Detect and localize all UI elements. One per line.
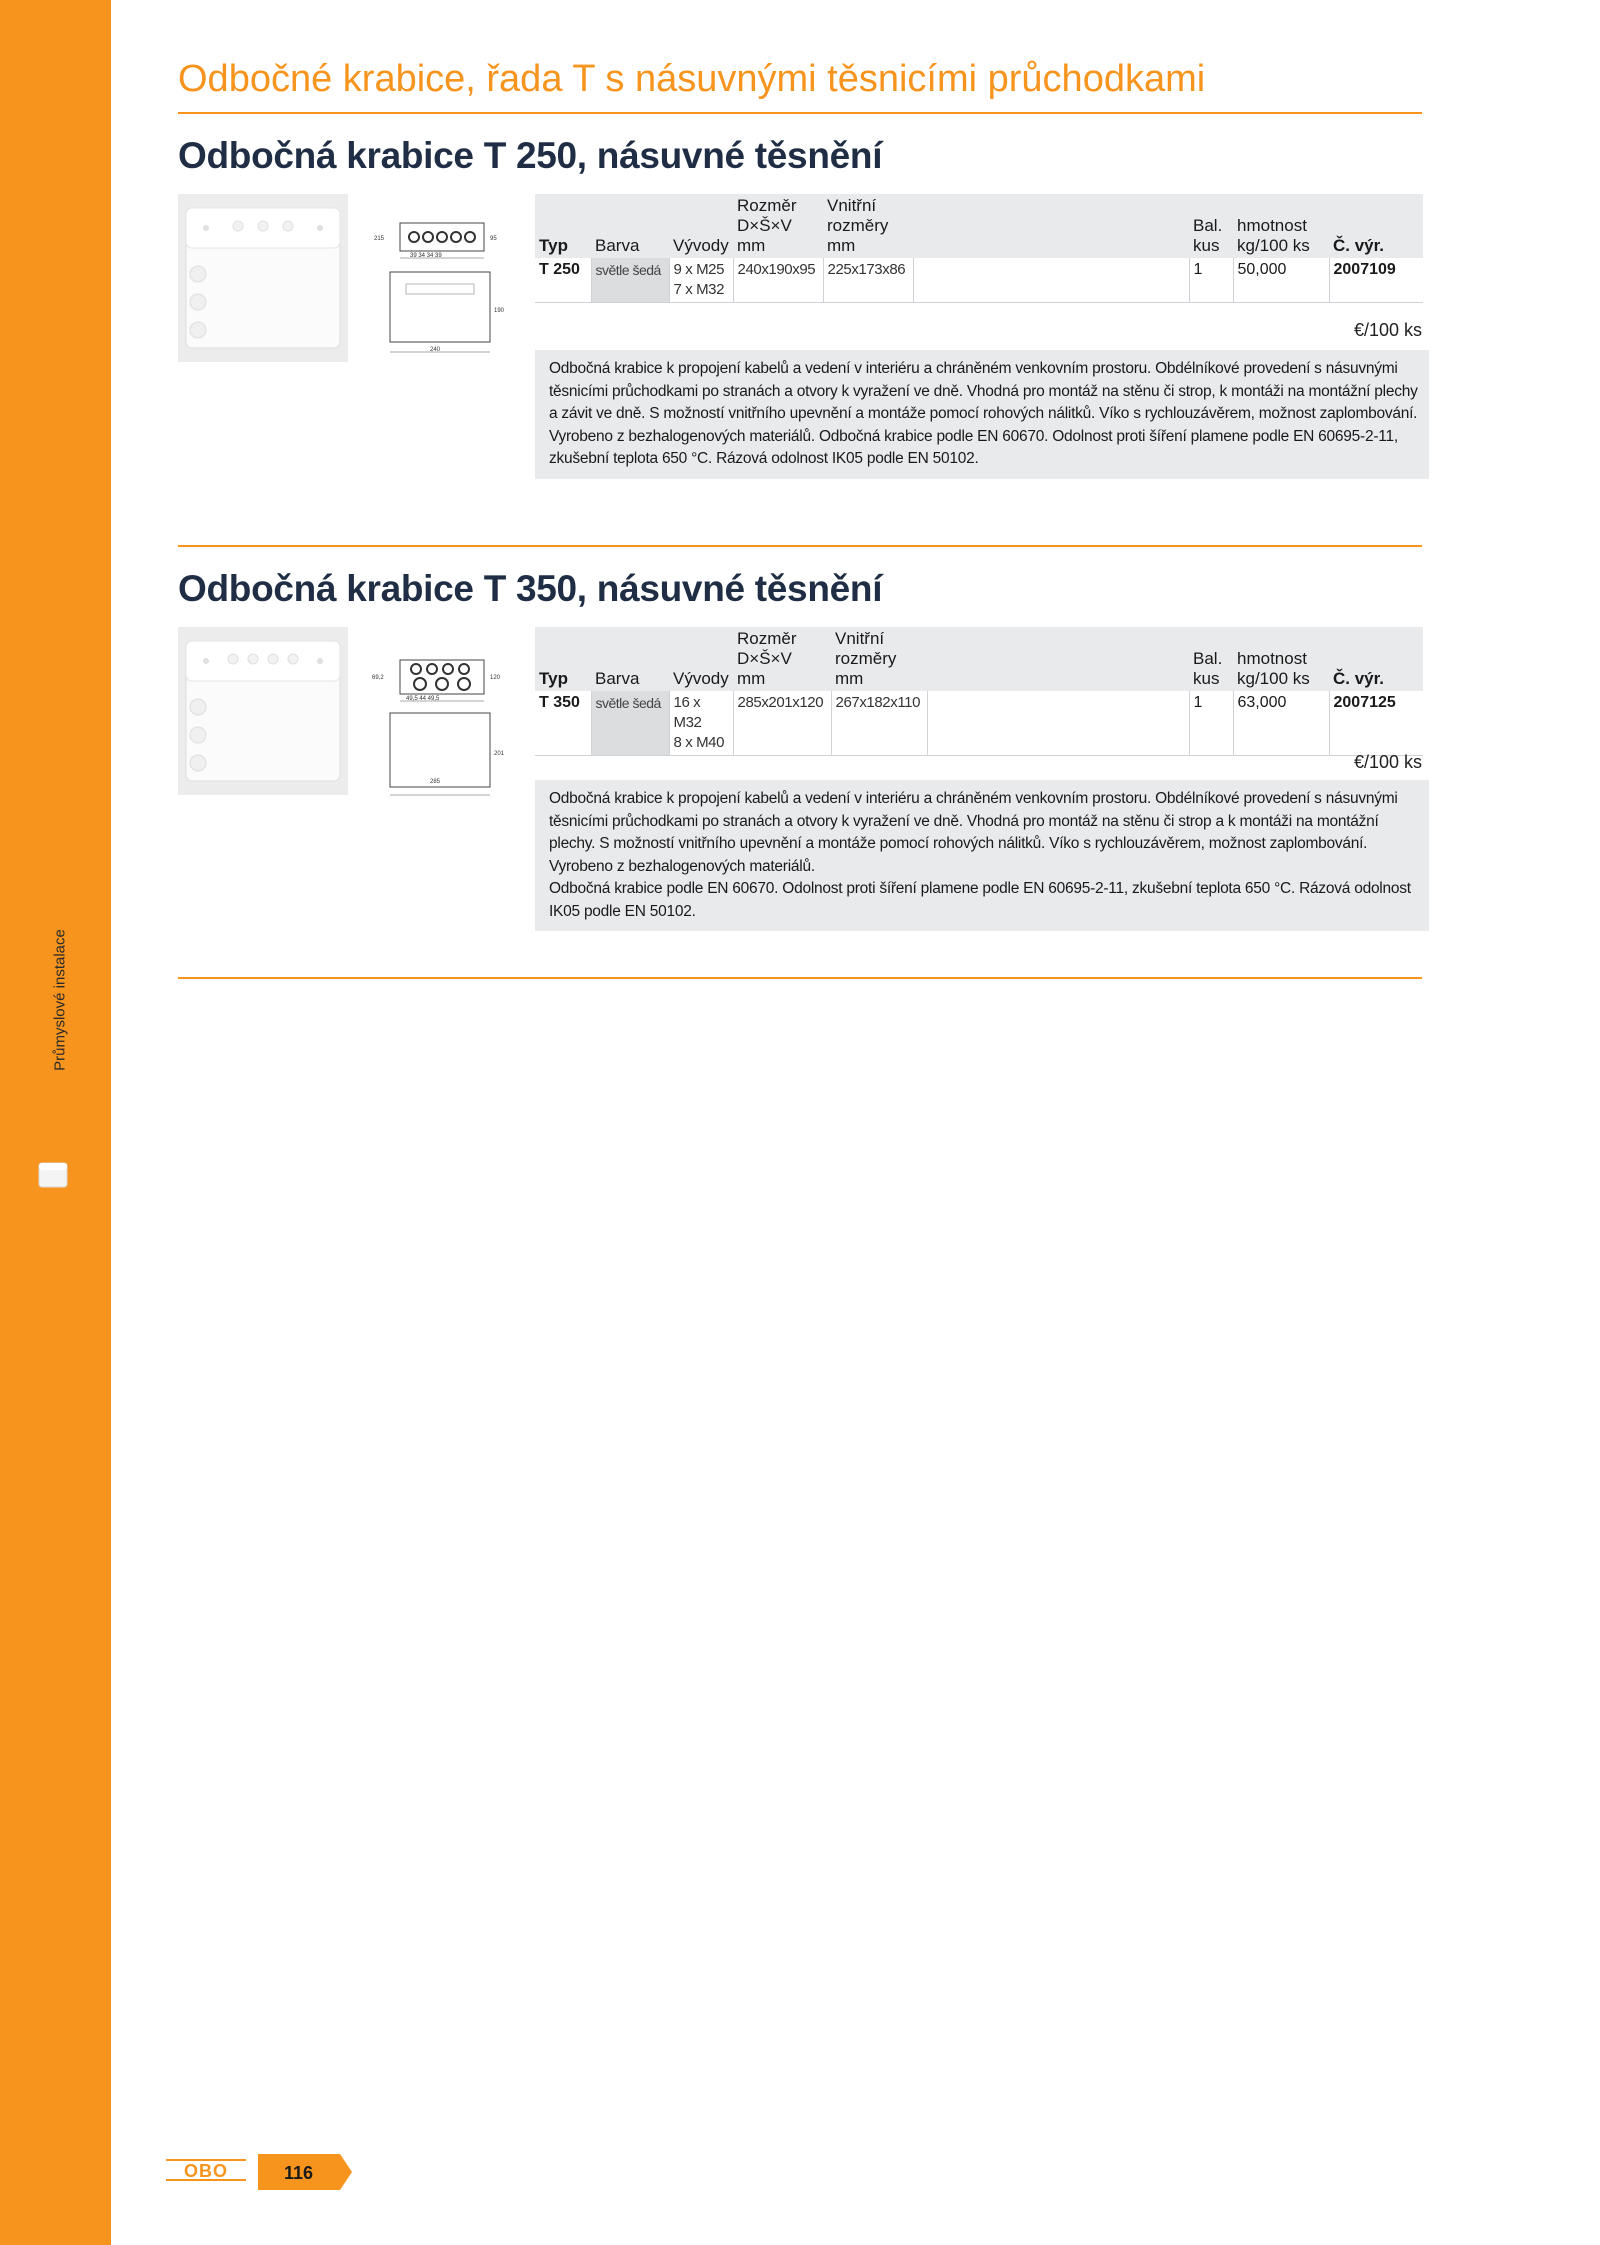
- product-photo: [178, 194, 348, 362]
- col-vnitrni: Vnitřní rozměry mm: [831, 627, 927, 691]
- table-row: [535, 691, 1423, 756]
- cell-vnitrni: 225x173x86: [823, 258, 913, 303]
- page-number: 116: [258, 2154, 352, 2190]
- dim-width-bottom: 285: [430, 779, 441, 785]
- sidebar: [0, 0, 111, 2245]
- cell-cislo: 2007109: [1329, 258, 1423, 303]
- col-cislo: Č. výr.: [1329, 194, 1423, 258]
- cell-typ: T 250: [535, 258, 591, 303]
- cell-bal: 1: [1189, 258, 1233, 303]
- technical-drawing: [370, 655, 510, 805]
- technical-drawing: [370, 218, 510, 368]
- cell-vnitrni: 267x182x110: [831, 691, 927, 756]
- col-rozmer: Rozměr D×Š×V mm: [733, 194, 823, 258]
- product-title: Odbočná krabice T 250, násuvné těsnění: [178, 135, 883, 176]
- dim-height-1: 69,2: [372, 675, 384, 681]
- dim-height-3: 201: [494, 751, 505, 757]
- col-rozmer: Rozměr D×Š×V mm: [733, 627, 831, 691]
- price-unit: €/100 ks: [1353, 752, 1422, 772]
- cell-vyvody: 9 x M25 7 x M32: [669, 258, 733, 303]
- product-photo: [178, 627, 348, 795]
- divider: [178, 977, 1422, 979]
- dim-height-1: 215: [374, 236, 385, 242]
- price-unit: €/100 ks: [1353, 320, 1422, 340]
- page-title: Odbočné krabice, řada T s násuvnými těsnicími průchodkami: [178, 58, 1206, 100]
- obo-logo: [166, 2156, 246, 2184]
- dim-width-top: 39 34 34 39: [410, 253, 442, 259]
- product-description: Odbočná krabice k propojení kabelů a vedení v interiéru a chráněném venkovním prostoru. Obdélníkové provedení s násuvnými těsnicími průchodkami po stranách a otvory k vyražení ve dně. Vhodná pro montáž na stěnu či strop a k montáži na montážní plechy. S možností vnitřního upevnění a montáže pomocí rohových nálitků. Víko s rychlouzávěrem, možnost zaplombování. Vyrobeno z bezhalogenových materiálů. Odbočná krabice podle EN 60670. Odolnost proti šíření plamene podle EN 60695-2-11, zkušební teplota 650 °C. Rázová odolnost IK05 podle EN 50102.: [535, 780, 1429, 931]
- col-bal: Bal. kus: [1189, 194, 1233, 258]
- cell-barva: světle šedá: [591, 691, 669, 756]
- dim-height-3: 190: [494, 308, 505, 314]
- col-typ: Typ: [535, 627, 591, 691]
- dim-width-top: 49,5 44 49,5: [406, 696, 440, 702]
- dim-height-2: 95: [490, 236, 497, 242]
- dim-height-2: 120: [490, 675, 501, 681]
- col-hmotnost: hmotnost kg/100 ks: [1233, 627, 1329, 691]
- col-bal: Bal. kus: [1189, 627, 1233, 691]
- col-cislo: Č. výr.: [1329, 627, 1423, 691]
- col-typ: Typ: [535, 194, 591, 258]
- divider: [178, 545, 1422, 547]
- cell-typ: T 350: [535, 691, 591, 756]
- col-hmotnost: hmotnost kg/100 ks: [1233, 194, 1329, 258]
- divider: [178, 112, 1422, 114]
- dim-width-bottom: 240: [430, 347, 441, 353]
- product-title: Odbočná krabice T 350, násuvné těsnění: [178, 568, 883, 609]
- col-vyvody: Vývody: [669, 194, 733, 258]
- cell-rozmer: 285x201x120: [733, 691, 831, 756]
- side-label: Průmyslové instalace: [51, 929, 69, 1071]
- cell-hmotnost: 50,000: [1233, 258, 1329, 303]
- table-header: [535, 194, 1423, 258]
- product-description: Odbočná krabice k propojení kabelů a vedení v interiéru a chráněném venkovním prostoru. Obdélníkové provedení s násuvnými těsnicími průchodkami po stranách a otvory k vyražení ve dně. Vhodná pro montáž na stěnu či strop, k montáži na montážní plechy a závit ve dně. S možností vnitřního upevnění a montáže pomocí rohových nálitků. Víko s rychlouzávěrem, možnost zaplombování. Vyrobeno z bezhalogenových materiálů. Odbočná krabice podle EN 60670. Odolnost proti šíření plamene podle EN 60695-2-11, zkušební teplota 650 °C. Rázová odolnost IK05 podle EN 50102.: [535, 350, 1429, 479]
- col-barva: Barva: [591, 194, 669, 258]
- table-row: [535, 258, 1423, 303]
- col-vyvody: Vývody: [669, 627, 733, 691]
- cell-cislo: 2007125: [1329, 691, 1423, 756]
- cell-hmotnost: 63,000: [1233, 691, 1329, 756]
- col-vnitrni: Vnitřní rozměry mm: [823, 194, 913, 258]
- junction-box-icon: [36, 1158, 70, 1192]
- table-header: [535, 627, 1423, 691]
- svg-text:OBO: OBO: [183, 2161, 229, 2181]
- col-barva: Barva: [591, 627, 669, 691]
- spec-table: [535, 627, 1423, 756]
- cell-vyvody: 16 x M32 8 x M40: [669, 691, 733, 756]
- cell-bal: 1: [1189, 691, 1233, 756]
- cell-rozmer: 240x190x95: [733, 258, 823, 303]
- cell-barva: světle šedá: [591, 258, 669, 303]
- spec-table: [535, 194, 1423, 303]
